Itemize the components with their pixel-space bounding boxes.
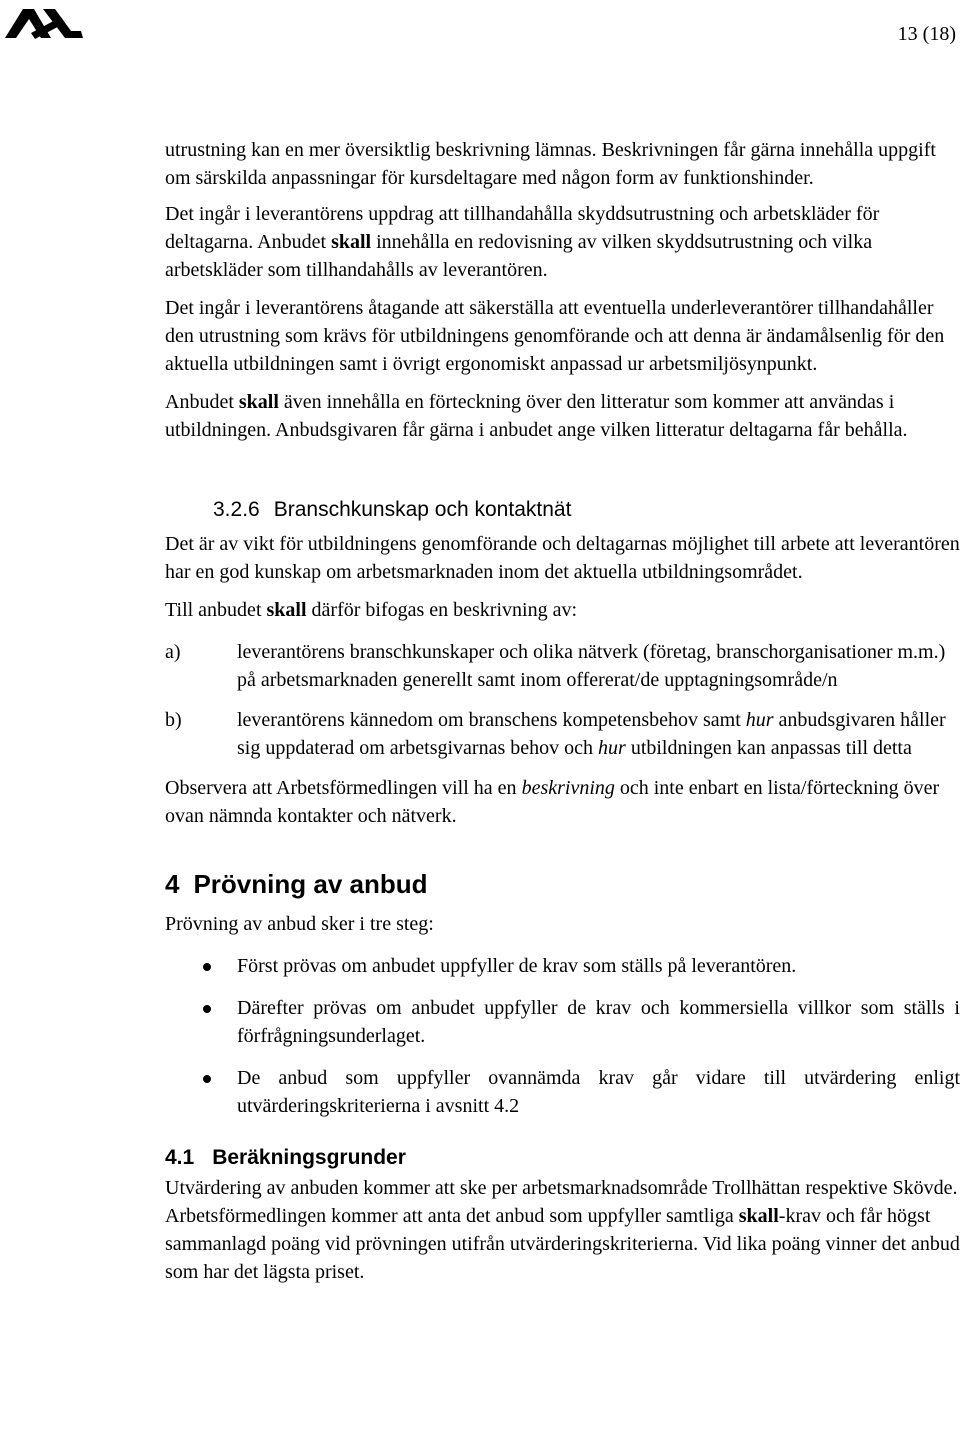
document-body xyxy=(165,136,960,1296)
paragraph: Det ingår i leverantörens uppdrag att tillhandahålla skyddsutrustning och arbetskläder för deltagarna. Anbudet skall innehålla en redovisning av vilken skyddsutrustning och vilka arbetskläder som tillhandahålls av leverantören. xyxy=(165,203,880,281)
bullet-text: De anbud som uppfyller ovannämda krav går vidare till utvärdering enligt utvärderingskriterierna i avsnitt 4.2 xyxy=(237,1067,960,1117)
list-item-a xyxy=(165,638,960,694)
paragraph: Observera att Arbetsförmedlingen vill ha en beskrivning och inte enbart en lista/förteckning över ovan nämnda kontakter och nätverk. xyxy=(165,777,940,827)
paragraph: Anbudet skall även innehålla en förteckning över den litteratur som kommer att användas i utbildningen. Anbudsgivaren får gärna i anbudet ange vilken litteratur deltagarna får behålla. xyxy=(165,391,908,441)
paragraph: Till anbudet skall därför bifogas en beskrivning av: xyxy=(165,599,578,621)
bullet-item xyxy=(165,994,960,1050)
section-heading-3-2-6: 3.2.6 Branschkunskap och kontaktnät xyxy=(213,498,572,521)
paragraph: Det ingår i leverantörens åtagande att säkerställa att eventuella underleverantörer tillhandahåller den utrustning som krävs för utbildningens genomförande och att denna är ändamålsenlig för den aktuella utbildningen samt i övrigt ergonomiskt anpassad ur arbetsmiljösynpunkt. xyxy=(165,297,945,375)
bullet-text: Därefter prövas om anbudet uppfyller de krav och kommersiella villkor som ställs i förfrågningsunderlaget. xyxy=(237,997,960,1047)
list-item-b xyxy=(165,706,960,762)
section-heading-4-1: 4.1 Beräkningsgrunder xyxy=(165,1146,406,1169)
paragraph: utrustning kan en mer översiktlig beskrivning lämnas. Beskrivningen får gärna innehålla uppgift om särskilda anpassningar för kursdeltagare med någon form av funktionshinder. xyxy=(165,139,936,189)
list-marker: a) xyxy=(165,641,181,663)
page-number: 13 (18) xyxy=(897,23,956,45)
list-item-text: leverantörens kännedom om branschens kompetensbehov samt hur anbudsgivaren håller sig uppdaterad om arbetsgivarnas behov och hur utbildningen kan anpassas till detta xyxy=(237,709,946,759)
section-heading-4: 4 Prövning av anbud xyxy=(165,869,428,899)
bullet-icon xyxy=(165,994,237,1050)
bullet-icon xyxy=(165,952,237,980)
bullet-item xyxy=(165,1064,960,1120)
paragraph: Det är av vikt för utbildningens genomförande och deltagarnas möjlighet till arbete att leverantören har en god kunskap om arbetsmarknaden inom det aktuella utbildningsområdet. xyxy=(165,533,960,583)
list-marker: b) xyxy=(165,709,182,731)
bullet-text: Först prövas om anbudet uppfyller de krav som ställs på leverantören. xyxy=(237,955,797,977)
arbetsformedlingen-logo xyxy=(3,3,83,41)
bullet-item xyxy=(165,952,960,980)
paragraph: Prövning av anbud sker i tre steg: xyxy=(165,913,434,935)
list-item-text: leverantörens branschkunskaper och olika nätverk (företag, branschorganisationer m.m.) på arbetsmarknaden generellt samt inom offererat/de upptagningsområde/n xyxy=(237,641,946,691)
bullet-icon xyxy=(165,1064,237,1120)
paragraph: Utvärdering av anbuden kommer att ske per arbetsmarknadsområde Trollhättan respektive Skövde. Arbetsförmedlingen kommer att anta det anbud som uppfyller samtliga skall-krav och får högst sammanlagd poäng vid prövningen utifrån utvärderingskriterierna. Vid lika poäng vinner det anbud som har det lägsta priset. xyxy=(165,1177,960,1283)
